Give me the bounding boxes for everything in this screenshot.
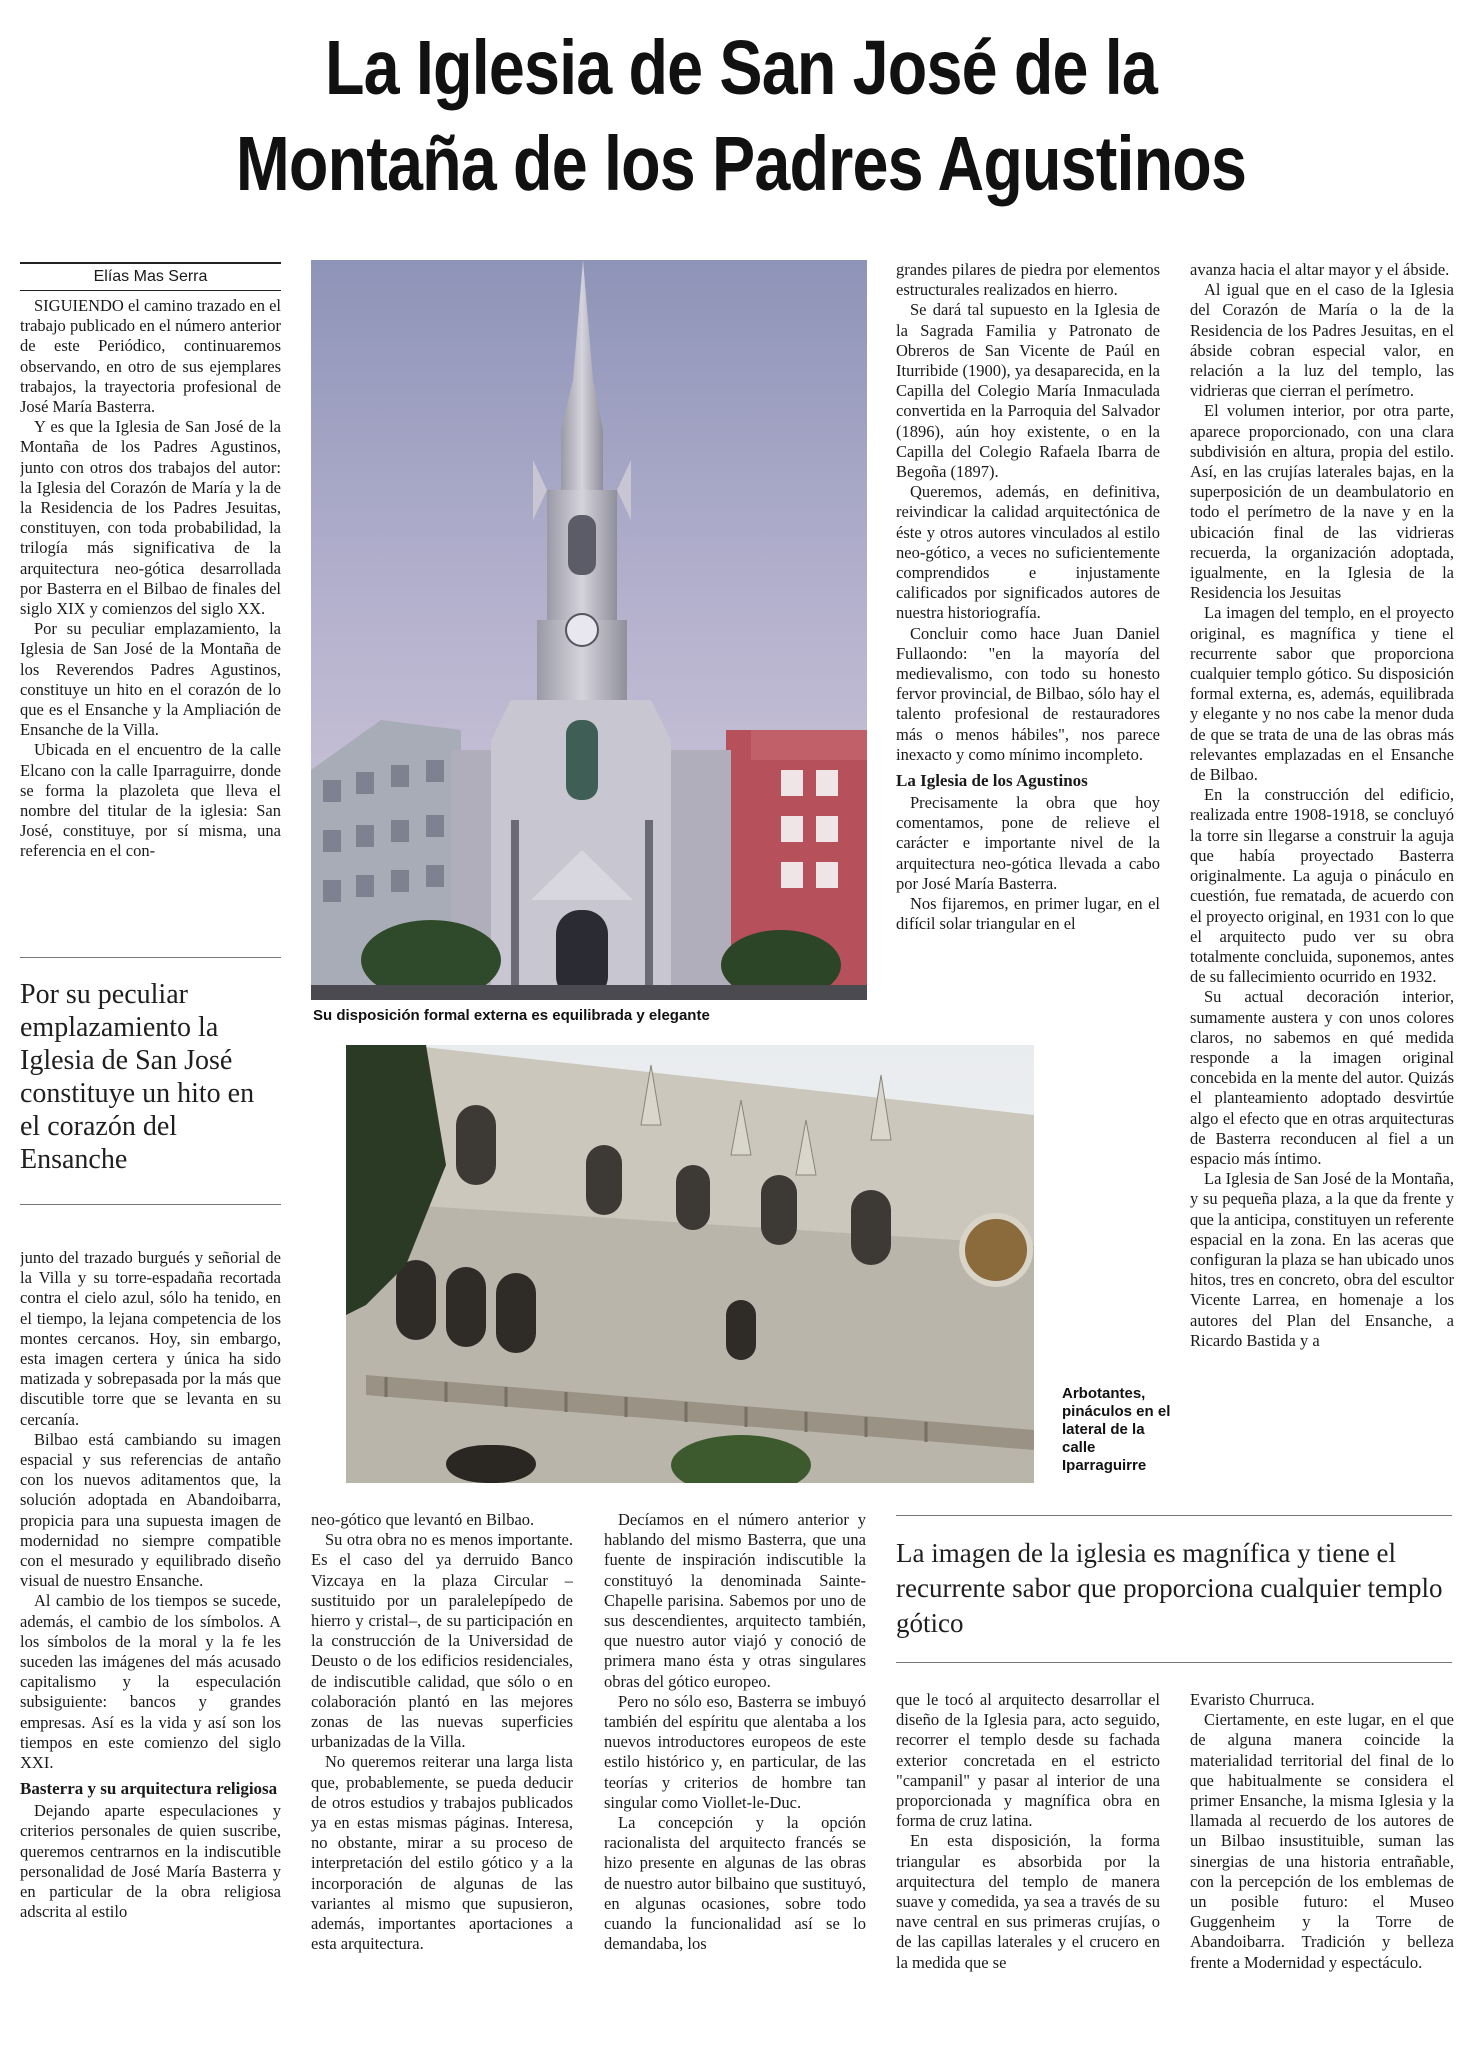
paragraph: Decíamos en el número anterior y hablando del mismo Basterra, que una fuente de inspiración indiscutible la constituyó la denominada Sainte-Chapelle parisina. Sabemos por uno de sus descendientes, arquitecto también, que nuestro autor viajó y conoció de primera mano ésta y otras singulares obras del gótico europeo. [604, 1510, 866, 1691]
column-2-bottom [311, 1510, 573, 2028]
section-heading: Basterra y su arquitectura religiosa [20, 1779, 278, 1799]
paragraph: Al igual que en el caso de la Iglesia del Corazón de María o la de la Residencia de los Padres Jesuitas, en el ábside cobran especial valor, en relación a la luz del templo, las vidrieras que cierran el perímetro. [1190, 280, 1454, 401]
paragraph: Su otra obra no es menos importante. Es el caso del ya derruido Banco Vizcaya en la plaza Circular –sustituido por un paralelepípedo de hierro y cristal–, de su participación en la construcción de la Universidad de Deusto o de los edificios residenciales, de indiscutible calidad, que sólo o en colaboración plantó en las mejores zonas de las nuevas superficies urbanizadas de la Villa. [311, 1530, 573, 1752]
paragraph: Precisamente la obra que hoy comentamos, pone de relieve el carácter e importante nivel de la arquitectura neo-gótica llevada a cabo por José María Basterra. [896, 793, 1160, 893]
paragraph: El volumen interior, por otra parte, aparece proporcionado, con una clara subdivisión en altura, propia del estilo. Así, en las crujías laterales bajas, en la superposición de un deambulatorio en todo el perímetro de la nave y en la ubicación final de las vidrieras recuerda, la organización adoptada, igualmente, en la Iglesia de la Residencia los Jesuitas [1190, 401, 1454, 603]
column-1-top [20, 296, 281, 928]
column-4-top [1190, 260, 1454, 1490]
paragraph: SIGUIENDO el camino trazado en el trabajo publicado en el número anterior de este Periódico, continuaremos observando, en otro de sus ejemplares trabajos, la trayectoria profesional de José María Basterra. [20, 296, 281, 417]
paragraph: No queremos reiterar una larga lista que, probablemente, se pueda deducir de otros estudios y trabajos publicados ya en estas mismas páginas. Interesa, no obstante, mirar a su proceso de interpretación del estilo gótico y a la incorporación de algunas de las variantes al mismo que supusieron, además, importantes aportaciones a esta arquitectura. [311, 1752, 573, 1954]
church-facade-photo [311, 260, 867, 1000]
paragraph: Nos fijaremos, en primer lugar, en el difícil solar triangular en el [896, 894, 1160, 934]
paragraph: Al cambio de los tiempos se sucede, además, el cambio de los símbolos. A los símbolos de la moral y la fe les suceden las imágenes del más acusado capitalismo y la especulación subsiguiente: bancos y grandes empresas. Así es la vida y así son los tiempos en este comienzo del siglo XXI. [20, 1591, 281, 1773]
paragraph: Concluir como hace Juan Daniel Fullaondo: "en la mayoría del medievalismo, con todo su honesto fervor provincial, de Bilbao, sólo hay el talento profesional de restauradores más o menos hábiles", nos parece inexacto y como mínimo incompleto. [896, 623, 1160, 764]
paragraph: La imagen del templo, en el proyecto original, es magnífica y tiene el recurrente sabor que proporciona cualquier templo gótico. Su disposición formal externa, es, además, equilibrada y elegante y no nos cabe la menor duda de que se trata de una de las obras más relevantes emplazadas en el Ensanche de Bilbao. [1190, 603, 1454, 785]
byline: Elías Mas Serra [20, 262, 281, 291]
paragraph: Evaristo Churruca. [1190, 1690, 1315, 1709]
paragraph: La concepción y la opción racionalista del arquitecto francés se hizo presente en algunas de las obras de nuestro autor bilbaino que sustituyó, en algunas ocasiones, sobre todo cuando la funcionalidad así se lo demandaba, los [604, 1813, 866, 1954]
paragraph: Dejando aparte especulaciones y criterios personales de quien suscribe, queremos centrarnos en la indiscutible personalidad de José María Basterra y en particular de la obra religiosa adscrita al estilo [20, 1801, 281, 1922]
column-1-bottom [20, 1248, 281, 2028]
paragraph: Se dará tal supuesto en la Iglesia de la Sagrada Familia y Patronato de Obreros de San Vicente de Paúl en Iturribide (1900), ya desaparecida, en la Capilla del Colegio María Inmaculada convertida en la Parroquia del Salvador (1896), aún hoy existente, o en la Capilla del Colegio Rafaela Ibarra de Begoña (1897). [896, 300, 1160, 482]
paragraph: En esta disposición, la forma triangular es absorbida por la arquitectura del templo de manera suave y comedida, ya sea a través de su nave central en sus primeras crujías, o de las capillas laterales y el crucero en la medida que se [896, 1831, 1160, 1972]
paragraph: Por su peculiar emplazamiento, la Iglesia de San José de la Montaña de los Reverendos Padres Agustinos, constituye un hito en el corazón de lo que es el Ensanche y la Ampliación de Ensanche de la Villa. [20, 619, 281, 740]
pull-quote-text: Por su peculiar emplazamiento la Iglesia de San José constituye un hito en el corazón del Ensanche [20, 979, 255, 1175]
headline-line-2: Montaña de los Padres Agustinos [235, 121, 1247, 207]
column-3-top [896, 260, 1160, 1030]
paragraph: neo-gótico que levantó en Bilbao. [311, 1510, 535, 1529]
section-heading: La Iglesia de los Agustinos [896, 771, 1088, 791]
pull-quote-2 [896, 1515, 1452, 1663]
pull-quote-text: La imagen de la iglesia es magnífica y tiene el recurrente sabor que proporciona cualquier templo gótico [896, 1538, 1443, 1638]
column-4-bottom [896, 1690, 1160, 2028]
paragraph: Pero no sólo eso, Basterra se imbuyó también del espíritu que alentaba a los nuevos introductores europeos de este estilo histórico y, en particular, de las teorías y criterios de hombre tan singular como Viollet-le-Duc. [604, 1691, 866, 1812]
paragraph: Queremos, además, en definitiva, reivindicar la calidad arquitectónica de éste y otros autores vinculados al estilo neo-gótico, a veces no suficientemente comprendidos e injustamente calificados por significados autores de nuestra historiografía. [896, 482, 1160, 623]
paragraph: grandes pilares de piedra por elementos estructurales realizados en hierro. [896, 260, 1160, 300]
pull-quote-1 [20, 957, 281, 1205]
column-3-bottom [604, 1510, 866, 2028]
paragraph: Su actual decoración interior, sumamente austera y con unos colores claros, no sabemos en qué medida responde a la imagen original concebida en la mente del autor. Quizás el planteamiento adoptado desvirtúe algo el efecto que en otras arquitecturas de Basterra reconducen al fiel a un espacio más íntimo. [1190, 987, 1454, 1168]
column-5-bottom [1190, 1690, 1454, 2028]
paragraph: Ciertamente, en este lugar, en el que de alguna manera coincide la materialidad territorial del final de lo que habitualmente se considera el primer Ensanche, la misma Iglesia y la llamada al recuerdo de los autores de un Bilbao insustituible, suman las sinergias de una historia entrañable, con la percepción de los emblemas de un posible futuro: el Museo Guggenheim y la Torre de Abandoibarra. Tradición y belleza frente a Modernidad y espectáculo. [1190, 1710, 1454, 1972]
paragraph: Ubicada en el encuentro de la calle Elcano con la calle Iparraguirre, donde se forma la plazoleta que lleva el nombre del titular de la iglesia: San José, constituye, por sí misma, una referencia en el con- [20, 740, 281, 861]
church-side-photo [346, 1045, 1034, 1483]
paragraph: Y es que la Iglesia de San José de la Montaña de los Padres Agustinos, junto con otros dos trabajos del autor: la Iglesia del Corazón de María y la de la Residencia de los Padres Jesuitas, constituyen, con toda probabilidad, la trilogía más significativa de la arquitectura neo-gótica desarrollada por Basterra en el Bilbao de finales del siglo XIX y comienzos del siglo XX. [20, 417, 281, 619]
headline [0, 20, 1482, 212]
photo-2-caption: Arbotantes, pináculos en el lateral de la calle Iparraguirre [1062, 1385, 1171, 1474]
paragraph: En la construcción del edificio, realizada entre 1908-1918, se concluyó la torre sin llegarse a construir la aguja que había proyectado Basterra originalmente. La aguja o pináculo en cuestión, fue rematada, de acuerdo con el proyecto original, en 1931 con lo que el arquitecto pudo ver su obra totalmente concluida, suponemos, antes de su fallecimiento ocurrido en 1932. [1190, 785, 1454, 987]
photo-1-caption: Su disposición formal externa es equilibrada y elegante [313, 1007, 710, 1024]
paragraph: Bilbao está cambiando su imagen espacial y sus referencias de antaño con los nuevos aditamentos que, la solución adoptada en Abandoibarra, propicia para una supuesta imagen de modernidad no siempre compatible con el mesurado y equilibrado diseño visual de nuestro Ensanche. [20, 1429, 281, 1591]
paragraph: junto del trazado burgués y señorial de la Villa y su torre-espadaña recortada contra el cielo azul, sólo ha tenido, en el tiempo, la lejana competencia de los montes cercanos. Hoy, sin embargo, esta imagen certera y única ha sido matizada y sobrepasada por la más que discutible torre que se levanta en su cercanía. [20, 1248, 281, 1429]
paragraph: que le tocó al arquitecto desarrollar el diseño de la Iglesia para, acto seguido, recorrer el templo desde su fachada exterior concretada en el estricto "campanil" y pasar al interior de una proporcionada y magnífica obra en forma de cruz latina. [896, 1690, 1160, 1831]
paragraph: avanza hacia el altar mayor y el ábside. [1190, 260, 1450, 279]
paragraph: La Iglesia de San José de la Montaña, y su pequeña plaza, a la que da frente y que la anticipa, constituyen un referente espacial en la zona. En las aceras que configuran la plaza se han ubicado unos hitos, tres en concreto, obra del escultor Vicente Larrea, en homenaje a los autores del Plan del Ensanche, a Ricardo Bastida y a [1190, 1169, 1454, 1350]
headline-line-1: La Iglesia de San José de la [324, 25, 1158, 111]
